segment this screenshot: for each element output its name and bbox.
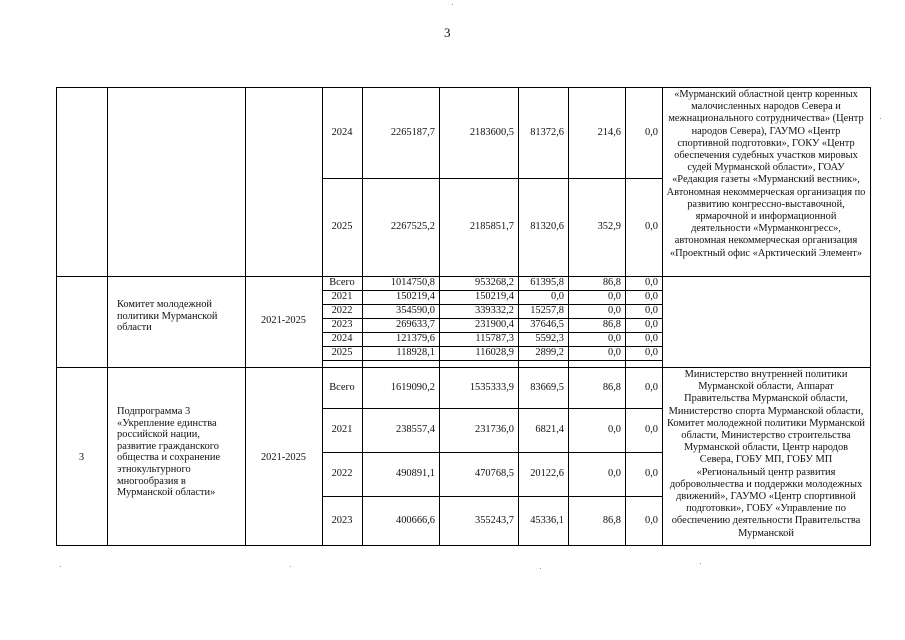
youth-row-total-cell: 150219,4	[396, 291, 435, 302]
youth-row-c1-cell: 339332,2	[475, 305, 514, 316]
youth-row-total-cell: 354590,0	[396, 305, 435, 316]
youth-row-year-cell: 2023	[331, 319, 353, 330]
row-divider	[322, 360, 663, 361]
youth-row-c3-cell: 0,0	[608, 347, 621, 358]
table-column-line	[870, 87, 871, 546]
youth-row-c1-cell: 150219,4	[475, 291, 514, 302]
subprogram-period: 2021-2025	[260, 452, 307, 463]
scan-artifact	[60, 566, 61, 567]
sub3-row-c1-cell: 470768,5	[475, 468, 514, 479]
youth-row-c2-cell: 61395,8	[530, 277, 564, 288]
top-row-c1-cell: 2183600,5	[469, 126, 514, 138]
top-row-year-cell: 2024	[331, 126, 353, 138]
youth-row-c2-cell: 37646,5	[530, 319, 564, 330]
top-row-c2-cell: 81372,6	[530, 126, 564, 138]
youth-row-total-cell: 269633,7	[396, 319, 435, 330]
youth-row-c2-cell: 0,0	[551, 291, 564, 302]
youth-row-year-cell: 2025	[331, 347, 353, 358]
sub3-row-year-cell: 2021	[331, 424, 353, 435]
sub3-row-total-cell: 238557,4	[396, 424, 435, 435]
sub3-row-c2-cell: 83669,5	[530, 381, 564, 393]
sub3-row-c4-cell: 0,0	[645, 514, 658, 526]
top-row-c2-cell: 81320,6	[530, 221, 564, 232]
top-row-total-cell: 2265187,7	[390, 126, 435, 138]
table-column-line	[107, 87, 108, 546]
youth-row-c4-cell: 0,0	[645, 319, 658, 330]
youth-row-c2-cell: 15257,8	[530, 305, 564, 316]
youth-row-c4-cell: 0,0	[645, 347, 658, 358]
youth-row-c1-cell: 953268,2	[475, 277, 514, 288]
sub3-row-year-cell: 2022	[331, 468, 353, 479]
subprogram-name: Подпрограмма 3 «Укрепление единства российской нации, развитие гражданского общества и сохранение этнокультурного многообразия в Мурманской области»	[117, 406, 221, 499]
youth-row-year-cell: 2024	[331, 333, 353, 344]
youth-row-c1-cell: 115787,3	[475, 333, 514, 344]
table-bottom-border	[56, 545, 871, 546]
sub3-row-year-cell: Всего	[329, 381, 355, 393]
executors-text: «Мурманский областной центр коренных малочисленных народов Севера и межнационального сотрудничества» (Центр народов Севера), ГАУМО «Центр спортивной подготовки», ГОКУ «Центр обеспечения судебных участков мировых судей Мурманской области», ГОАУ «Редакция газеты «Мурманский вестник», Автономная некоммерческая организация по развитию конгрессно-выставочной, ярмарочной и информационной деятельности «Мурманконгресс», автономная некоммерческая организация «Проектный офис «Арктический Элемент»	[666, 89, 866, 259]
youth-row-year-cell: 2022	[331, 305, 353, 316]
sub3-row-total-cell: 490891,1	[396, 468, 435, 479]
row-divider	[322, 496, 663, 497]
youth-row-year-cell: 2021	[331, 291, 353, 302]
sub3-row-c4-cell: 0,0	[645, 468, 658, 479]
row-divider	[322, 178, 663, 179]
youth-row-year-cell: Всего	[329, 277, 355, 288]
section-divider	[56, 367, 871, 368]
youth-row-total-cell: 118928,1	[396, 347, 435, 358]
program-name: Комитет молодежной политики Мурманской области	[117, 299, 218, 334]
sub3-row-c4-cell: 0,0	[645, 424, 658, 435]
youth-row-c3-cell: 86,8	[602, 319, 621, 330]
table-column-line	[56, 87, 57, 546]
youth-row-c3-cell: 0,0	[608, 333, 621, 344]
youth-row-total-cell: 121379,6	[396, 333, 435, 344]
scan-artifact	[880, 118, 881, 119]
scan-artifact	[452, 4, 453, 5]
youth-row-c4-cell: 0,0	[645, 277, 658, 288]
executors-text: Министерство внутренней политики Мурманской области, Аппарат Правительства Мурманской области, Министерство спорта Мурманской области, Комитет молодежной политики Мурманской области, Министерство строительства Мурманской области, Центр народов Севера, ГОБУ МП, ГОБУ МП «Региональный центр развития добровольчества и поддержки молодежных движений», ГАУМО «Центр спортивной подготовки», ГОБУ «Управление по обеспечению деятельности Правительства Мурманской	[667, 369, 865, 539]
scan-artifact	[290, 566, 291, 567]
top-row-c4-cell: 0,0	[645, 126, 658, 138]
subprogram-index: 3	[78, 452, 85, 463]
scan-artifact	[540, 568, 541, 569]
youth-row-c2-cell: 2899,2	[535, 347, 564, 358]
scan-artifact	[700, 563, 701, 564]
table-column-line	[662, 87, 663, 546]
sub3-row-c4-cell: 0,0	[645, 381, 658, 393]
sub3-row-c3-cell: 86,8	[602, 514, 621, 526]
sub3-row-total-cell: 1619090,2	[390, 381, 435, 393]
youth-row-c1-cell: 231900,4	[475, 319, 514, 330]
sub3-row-c1-cell: 1535333,9	[469, 381, 514, 393]
top-row-c1-cell: 2185851,7	[469, 221, 514, 232]
top-row-year-cell: 2025	[331, 221, 353, 232]
sub3-row-c2-cell: 45336,1	[530, 514, 564, 526]
sub3-row-c3-cell: 86,8	[602, 381, 621, 393]
program-period: 2021-2025	[260, 315, 307, 326]
top-row-c3-cell: 214,6	[597, 126, 621, 138]
youth-row-c3-cell: 0,0	[608, 291, 621, 302]
row-divider	[322, 408, 663, 409]
sub3-row-c3-cell: 0,0	[608, 468, 621, 479]
youth-row-c4-cell: 0,0	[645, 291, 658, 302]
youth-row-c2-cell: 5592,3	[535, 333, 564, 344]
sub3-row-c1-cell: 231736,0	[475, 424, 514, 435]
table-top-border	[56, 87, 871, 88]
sub3-row-c1-cell: 355243,7	[475, 514, 514, 526]
sub3-row-c2-cell: 20122,6	[530, 468, 564, 479]
row-divider	[322, 452, 663, 453]
sub3-row-c2-cell: 6821,4	[535, 424, 564, 435]
top-row-c4-cell: 0,0	[645, 221, 658, 232]
sub3-row-total-cell: 400666,6	[396, 514, 435, 526]
top-row-total-cell: 2267525,2	[390, 221, 435, 232]
youth-row-c4-cell: 0,0	[645, 305, 658, 316]
youth-row-c3-cell: 86,8	[602, 277, 621, 288]
youth-row-c3-cell: 0,0	[608, 305, 621, 316]
youth-row-c4-cell: 0,0	[645, 333, 658, 344]
sub3-row-c3-cell: 0,0	[608, 424, 621, 435]
top-row-c3-cell: 352,9	[597, 221, 621, 232]
youth-row-total-cell: 1014750,8	[390, 277, 435, 288]
youth-row-c1-cell: 116028,9	[475, 347, 514, 358]
sub3-row-year-cell: 2023	[331, 514, 353, 526]
page-number: 3	[444, 25, 451, 40]
